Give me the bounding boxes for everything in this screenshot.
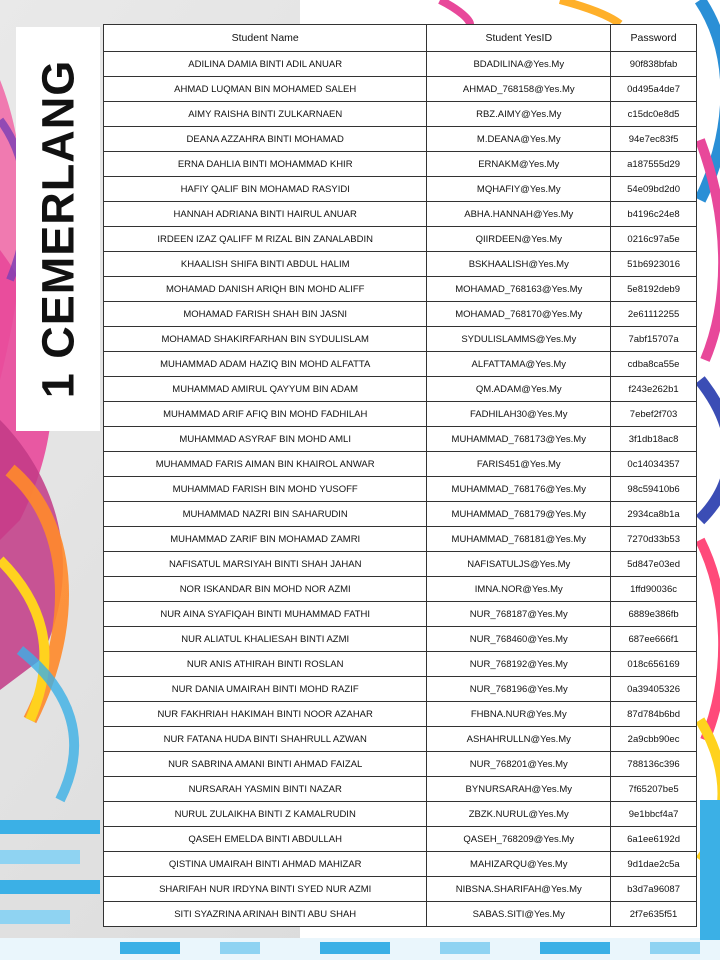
table-row (104, 777, 697, 802)
password-cell: 3f1db18ac8 (611, 427, 697, 452)
student-name-cell: MOHAMAD DANISH ARIQH BIN MOHD ALIFF (104, 277, 427, 302)
password-cell: 0a39405326 (611, 677, 697, 702)
student-yesid-cell: NUR_768196@Yes.My (427, 677, 611, 702)
column-header-student-yesid: Student YesID (427, 25, 611, 52)
student-yesid-cell: IMNA.NOR@Yes.My (427, 577, 611, 602)
table-row (104, 602, 697, 627)
table-body (104, 52, 697, 927)
student-yesid-cell: FADHILAH30@Yes.My (427, 402, 611, 427)
student-yesid-cell: RBZ.AIMY@Yes.My (427, 102, 611, 127)
password-cell: f243e262b1 (611, 377, 697, 402)
student-yesid-cell: MUHAMMAD_768179@Yes.My (427, 502, 611, 527)
student-yesid-cell: FARIS451@Yes.My (427, 452, 611, 477)
table-row (104, 402, 697, 427)
password-cell: b3d7a96087 (611, 877, 697, 902)
table-row (104, 127, 697, 152)
student-name-cell: MOHAMAD SHAKIRFARHAN BIN SYDULISLAM (104, 327, 427, 352)
student-yesid-cell: ALFATTAMA@Yes.My (427, 352, 611, 377)
student-name-cell: HAFIY QALIF BIN MOHAMAD RASYIDI (104, 177, 427, 202)
student-name-cell: SHARIFAH NUR IRDYNA BINTI SYED NUR AZMI (104, 877, 427, 902)
student-name-cell: DEANA AZZAHRA BINTI MOHAMAD (104, 127, 427, 152)
password-cell: 87d784b6bd (611, 702, 697, 727)
student-yesid-cell: BSKHAALISH@Yes.My (427, 252, 611, 277)
password-cell: 94e7ec83f5 (611, 127, 697, 152)
password-cell: 90f838bfab (611, 52, 697, 77)
student-yesid-cell: QASEH_768209@Yes.My (427, 827, 611, 852)
table-row (104, 252, 697, 277)
student-name-cell: NOR ISKANDAR BIN MOHD NOR AZMI (104, 577, 427, 602)
password-cell: 788136c396 (611, 752, 697, 777)
student-table (103, 24, 697, 927)
student-name-cell: KHAALISH SHIFA BINTI ABDUL HALIM (104, 252, 427, 277)
student-yesid-cell: NUR_768192@Yes.My (427, 652, 611, 677)
student-name-cell: QASEH EMELDA BINTI ABDULLAH (104, 827, 427, 852)
student-name-cell: SITI SYAZRINA ARINAH BINTI ABU SHAH (104, 902, 427, 927)
student-yesid-cell: AHMAD_768158@Yes.My (427, 77, 611, 102)
student-yesid-cell: ASHAHRULLN@Yes.My (427, 727, 611, 752)
table-row (104, 327, 697, 352)
password-cell: 0216c97a5e (611, 227, 697, 252)
password-cell: 54e09bd2d0 (611, 177, 697, 202)
student-name-cell: ADILINA DAMIA BINTI ADIL ANUAR (104, 52, 427, 77)
table-row (104, 702, 697, 727)
student-name-cell: MUHAMMAD ADAM HAZIQ BIN MOHD ALFATTA (104, 352, 427, 377)
student-yesid-cell: FHBNA.NUR@Yes.My (427, 702, 611, 727)
password-cell: 6889e386fb (611, 602, 697, 627)
student-name-cell: NUR ANIS ATHIRAH BINTI ROSLAN (104, 652, 427, 677)
password-cell: 7abf15707a (611, 327, 697, 352)
password-cell: b4196c24e8 (611, 202, 697, 227)
table-header-row (104, 25, 697, 52)
table-row (104, 177, 697, 202)
student-name-cell: NUR FATANA HUDA BINTI SHAHRULL AZWAN (104, 727, 427, 752)
student-name-cell: NURSARAH YASMIN BINTI NAZAR (104, 777, 427, 802)
password-cell: 2934ca8b1a (611, 502, 697, 527)
column-header-password: Password (611, 25, 697, 52)
password-cell: 0c14034357 (611, 452, 697, 477)
table-row (104, 802, 697, 827)
password-cell: 2f7e635f51 (611, 902, 697, 927)
password-cell: 51b6923016 (611, 252, 697, 277)
table-row (104, 377, 697, 402)
student-name-cell: MUHAMMAD ARIF AFIQ BIN MOHD FADHILAH (104, 402, 427, 427)
student-yesid-cell: SYDULISLAMMS@Yes.My (427, 327, 611, 352)
student-name-cell: MUHAMMAD FARIS AIMAN BIN KHAIROL ANWAR (104, 452, 427, 477)
password-cell: 5d847e03ed (611, 552, 697, 577)
password-cell: 9d1dae2c5a (611, 852, 697, 877)
student-yesid-cell: MQHAFIY@Yes.My (427, 177, 611, 202)
password-cell: 018c656169 (611, 652, 697, 677)
password-cell: c15dc0e8d5 (611, 102, 697, 127)
password-cell: 7ebef2f703 (611, 402, 697, 427)
student-yesid-cell: NIBSNA.SHARIFAH@Yes.My (427, 877, 611, 902)
student-name-cell: MOHAMAD FARISH SHAH BIN JASNI (104, 302, 427, 327)
student-yesid-cell: SABAS.SITI@Yes.My (427, 902, 611, 927)
table-row (104, 852, 697, 877)
table-row (104, 227, 697, 252)
table-row (104, 652, 697, 677)
table-row (104, 727, 697, 752)
table-row (104, 877, 697, 902)
table-row (104, 552, 697, 577)
table-row (104, 52, 697, 77)
student-name-cell: NURUL ZULAIKHA BINTI Z KAMALRUDIN (104, 802, 427, 827)
password-cell: cdba8ca55e (611, 352, 697, 377)
password-cell: 9e1bbcf4a7 (611, 802, 697, 827)
student-name-cell: NUR FAKHRIAH HAKIMAH BINTI NOOR AZAHAR (104, 702, 427, 727)
table-row (104, 277, 697, 302)
student-yesid-cell: MUHAMMAD_768173@Yes.My (427, 427, 611, 452)
password-cell: 0d495a4de7 (611, 77, 697, 102)
student-name-cell: NAFISATUL MARSIYAH BINTI SHAH JAHAN (104, 552, 427, 577)
student-name-cell: ERNA DAHLIA BINTI MOHAMMAD KHIR (104, 152, 427, 177)
student-name-cell: NUR AINA SYAFIQAH BINTI MUHAMMAD FATHI (104, 602, 427, 627)
student-yesid-cell: ZBZK.NURUL@Yes.My (427, 802, 611, 827)
student-yesid-cell: ERNAKM@Yes.My (427, 152, 611, 177)
student-yesid-cell: MUHAMMAD_768176@Yes.My (427, 477, 611, 502)
password-cell: 2a9cbb90ec (611, 727, 697, 752)
password-cell: 6a1ee6192d (611, 827, 697, 852)
student-name-cell: QISTINA UMAIRAH BINTI AHMAD MAHIZAR (104, 852, 427, 877)
table-row (104, 677, 697, 702)
table-row (104, 427, 697, 452)
table-row (104, 902, 697, 927)
student-name-cell: AIMY RAISHA BINTI ZULKARNAEN (104, 102, 427, 127)
table-row (104, 827, 697, 852)
table-row (104, 627, 697, 652)
table-row (104, 352, 697, 377)
student-name-cell: MUHAMMAD FARISH BIN MOHD YUSOFF (104, 477, 427, 502)
student-name-cell: IRDEEN IZAZ QALIFF M RIZAL BIN ZANALABDIN (104, 227, 427, 252)
student-yesid-cell: NAFISATULJS@Yes.My (427, 552, 611, 577)
student-name-cell: NUR SABRINA AMANI BINTI AHMAD FAIZAL (104, 752, 427, 777)
table-row (104, 502, 697, 527)
table-row (104, 477, 697, 502)
table-row (104, 77, 697, 102)
student-name-cell: MUHAMMAD ASYRAF BIN MOHD AMLI (104, 427, 427, 452)
student-yesid-cell: MOHAMAD_768170@Yes.My (427, 302, 611, 327)
table-row (104, 202, 697, 227)
student-yesid-cell: MOHAMAD_768163@Yes.My (427, 277, 611, 302)
student-name-cell: MUHAMMAD ZARIF BIN MOHAMAD ZAMRI (104, 527, 427, 552)
table-row (104, 452, 697, 477)
student-name-cell: AHMAD LUQMAN BIN MOHAMED SALEH (104, 77, 427, 102)
student-name-cell: NUR ALIATUL KHALIESAH BINTI AZMI (104, 627, 427, 652)
column-header-student-name: Student Name (104, 25, 427, 52)
student-yesid-cell: QIIRDEEN@Yes.My (427, 227, 611, 252)
student-yesid-cell: NUR_768201@Yes.My (427, 752, 611, 777)
password-cell: 5e8192deb9 (611, 277, 697, 302)
password-cell: 98c59410b6 (611, 477, 697, 502)
class-title-panel (16, 27, 100, 431)
student-yesid-cell: NUR_768187@Yes.My (427, 602, 611, 627)
password-cell: 7f65207be5 (611, 777, 697, 802)
student-name-cell: HANNAH ADRIANA BINTI HAIRUL ANUAR (104, 202, 427, 227)
student-yesid-cell: QM.ADAM@Yes.My (427, 377, 611, 402)
table-row (104, 102, 697, 127)
student-yesid-cell: ABHA.HANNAH@Yes.My (427, 202, 611, 227)
password-cell: 2e61112255 (611, 302, 697, 327)
table-row (104, 302, 697, 327)
student-name-cell: NUR DANIA UMAIRAH BINTI MOHD RAZIF (104, 677, 427, 702)
password-cell: 7270d33b53 (611, 527, 697, 552)
table-row (104, 527, 697, 552)
student-name-cell: MUHAMMAD NAZRI BIN SAHARUDIN (104, 502, 427, 527)
class-title: 1 CEMERLANG (32, 59, 83, 399)
table-row (104, 152, 697, 177)
table-row (104, 752, 697, 777)
student-yesid-cell: MUHAMMAD_768181@Yes.My (427, 527, 611, 552)
student-yesid-cell: BDADILINA@Yes.My (427, 52, 611, 77)
password-cell: 687ee666f1 (611, 627, 697, 652)
student-name-cell: MUHAMMAD AMIRUL QAYYUM BIN ADAM (104, 377, 427, 402)
password-cell: 1ffd90036c (611, 577, 697, 602)
password-cell: a187555d29 (611, 152, 697, 177)
student-yesid-cell: M.DEANA@Yes.My (427, 127, 611, 152)
student-yesid-cell: MAHIZARQU@Yes.My (427, 852, 611, 877)
student-yesid-cell: NUR_768460@Yes.My (427, 627, 611, 652)
student-yesid-cell: BYNURSARAH@Yes.My (427, 777, 611, 802)
table-row (104, 577, 697, 602)
